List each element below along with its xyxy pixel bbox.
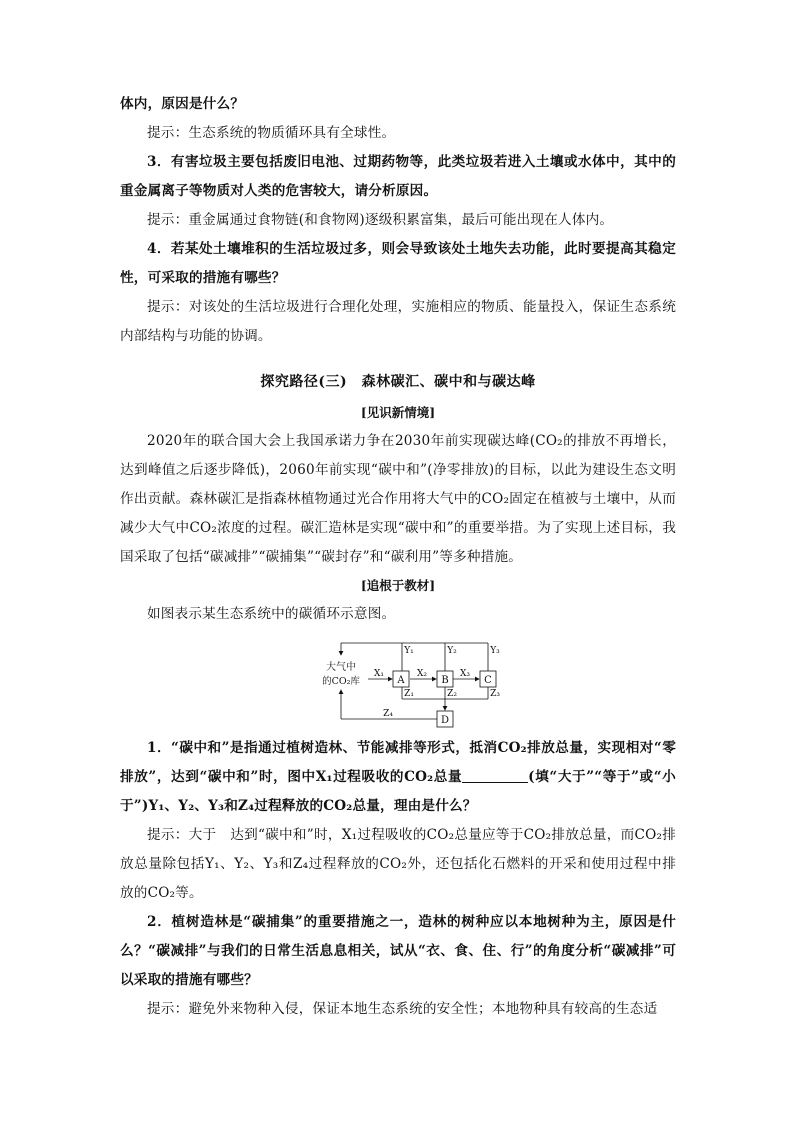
question-2: 2．植树造林是“碳捕集”的重要措施之一，造林的树种应以本地树种为主，原因是什么？“碳减排”与我们的日常生活息息相关，试从“衣、食、住、行”的角度分析“碳减排”可以采取的措施有哪些？: [120, 914, 676, 988]
atmosphere-label-1: 大气中: [326, 662, 356, 673]
hint-text: 提示：避免外来物种入侵，保证本地生态系统的安全性；本地物种具有较高的生态适: [147, 1001, 658, 1017]
z2-label: Z₂: [447, 689, 457, 699]
node-d-label: D: [440, 715, 450, 726]
new-situation-label: [见识新情境]: [360, 405, 436, 420]
x3-label: X₃: [459, 669, 471, 679]
textbook-label: [追根于教材]: [360, 578, 436, 593]
x2-label: X₂: [416, 669, 428, 679]
hint-text: 提示：大于 达到“碳中和”时，X₁过程吸收的CO₂总量应等于CO₂排放总量，而CO₂排放总量除包括Y₁、Y₂、Y₃和Z₄过程释放的CO₂外，还包括化石燃料的开采和使用过程中排放的CO₂等。: [120, 827, 676, 901]
node-a-label: A: [397, 675, 405, 686]
document-page: [120, 90, 676, 1024]
z1-label: Z₁: [404, 689, 414, 699]
new-situation-text: 2020年的联合国大会上我国承诺力争在2030年前实现碳达峰(CO₂的排放不再增长，达到峰值之后逐步降低)，2060年前实现“碳中和”(净零排放)的目标，以此为建设生态文明作出贡献。森林碳汇是指森林植物通过光合作用将大气中的CO₂固定在植被与土壤中，从而减少大气中CO₂浓度的过程。碳汇造林是实现“碳中和”的重要举措。为了实现上述目标，我国采取了包括“碳减排”“碳捕集”“碳封存”和“碳利用”等多种措施。: [120, 433, 676, 565]
question-1-part2: (填“大于”“等于”或“小于”)Y₁、Y₂、Y₃和Z₄过程释放的CO₂总量，理由是什么？: [120, 769, 676, 814]
question-continuation: 体内，原因是什么？: [120, 96, 245, 112]
x1-label: X₁: [373, 669, 385, 679]
y1-label: Y₁: [404, 646, 414, 656]
section-title: 探究路径(三) 森林碳汇、碳中和与碳达峰: [260, 374, 536, 390]
z3-label: Z₃: [490, 689, 500, 699]
hint-text: 提示：重金属通过食物链(和食物网)逐级积累富集，最后可能出现在人体内。: [147, 212, 614, 228]
question-4: 4．若某处土壤堆积的生活垃圾过多，则会导致该处土地失去功能，此时要提高其稳定性，可采取的措施有哪些？: [120, 241, 676, 286]
carbon-cycle-diagram: [120, 633, 676, 728]
y2-label: Y₂: [447, 646, 457, 656]
hint-text: 提示：生态系统的物质循环具有全球性。: [147, 125, 396, 141]
node-b-label: B: [441, 675, 449, 686]
question-3: 3．有害垃圾主要包括废旧电池、过期药物等，此类垃圾若进入土壤或水体中，其中的重金属离子等物质对人类的危害较大，请分析原因。: [120, 154, 676, 199]
question-1-part1: 1．“碳中和”是指通过植树造林、节能减排等形式，抵消CO₂排放总量，实现相对“零排放”，达到“碳中和”时，图中X₁过程吸收的CO₂总量: [120, 740, 676, 785]
node-c-label: C: [484, 675, 492, 686]
z4-label: Z₄: [383, 709, 393, 719]
diagram-intro: 如图表示某生态系统中的碳循环示意图。: [147, 606, 396, 622]
y3-label: Y₃: [490, 646, 500, 656]
atmosphere-label-2: 的CO₂库: [322, 676, 360, 687]
hint-text: 提示：对该处的生活垃圾进行合理化处理，实施相应的物质、能量投入，保证生态系统内部结构与功能的协调。: [120, 299, 676, 344]
question-1: [120, 734, 676, 821]
answer-blank[interactable]: [462, 768, 528, 783]
